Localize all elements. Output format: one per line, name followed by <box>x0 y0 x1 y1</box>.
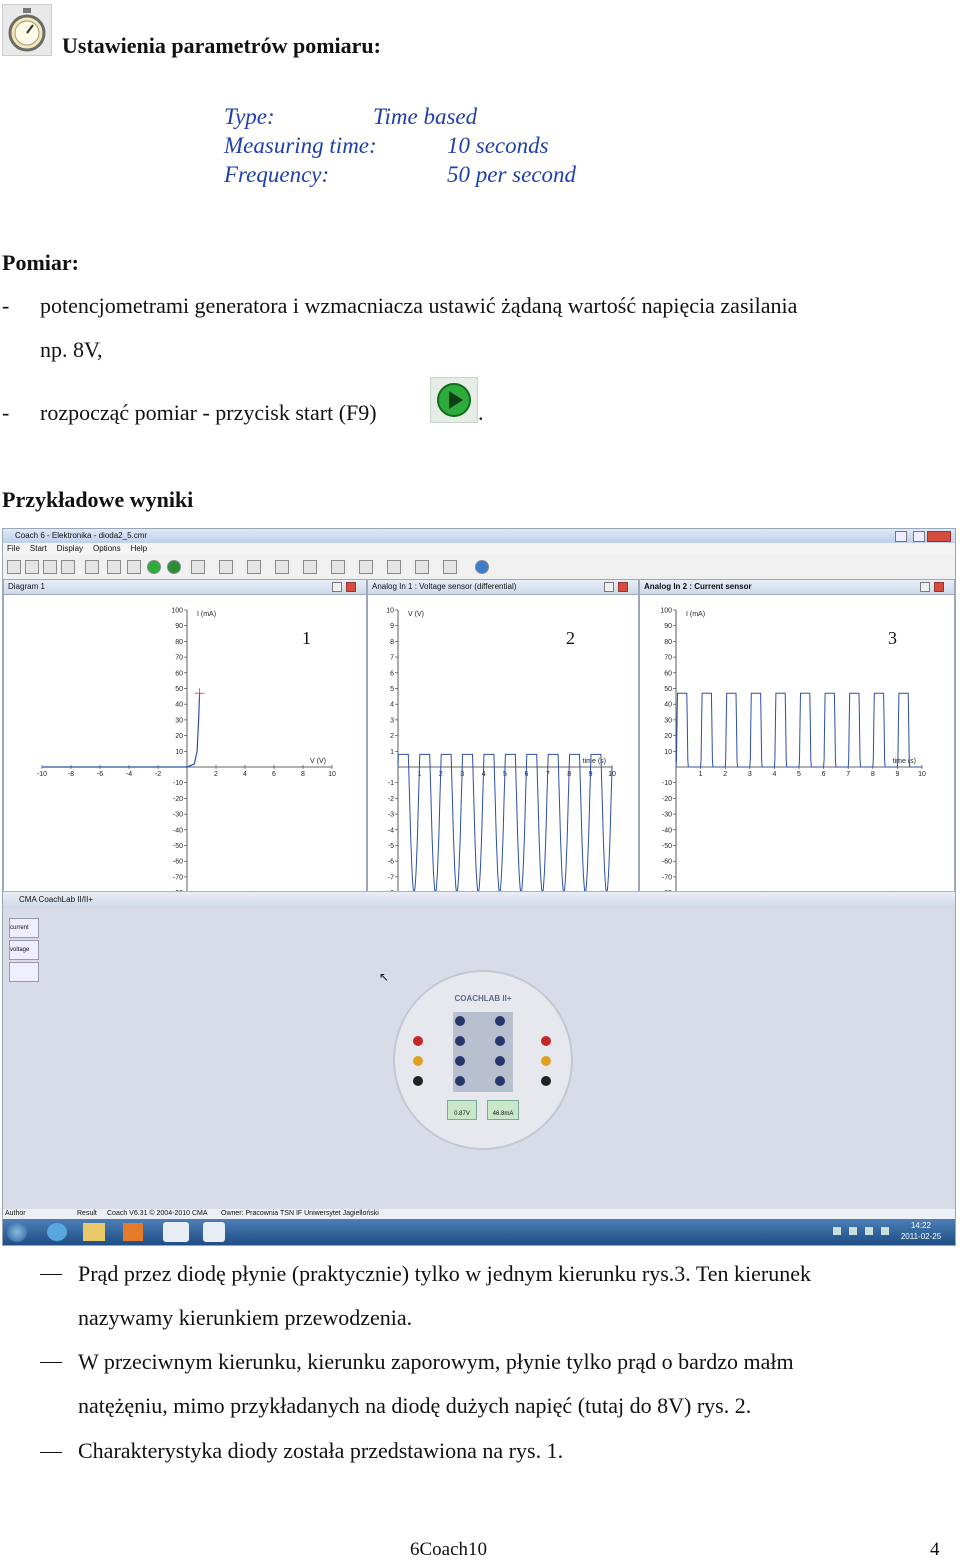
y-tick-label: 70 <box>175 654 183 662</box>
panel-minimize-icon[interactable] <box>920 582 930 592</box>
y-axis-label: I (mA) <box>686 611 706 618</box>
x-tick-label: 10 <box>328 771 336 778</box>
y-tick-label: -20 <box>172 795 183 803</box>
y-tick-label: 10 <box>175 748 183 756</box>
y-tick-label: 40 <box>175 701 183 709</box>
x-tick-label: 1 <box>698 771 703 778</box>
y-tick-label: 60 <box>664 670 672 678</box>
x-tick-label: 5 <box>503 771 507 778</box>
panel-2-title: Analog In 1 : Voltage sensor (differential) <box>368 580 638 595</box>
measure-item-2: rozpocząć pomiar - przycisk start (F9) <box>40 400 377 425</box>
windows-start-icon[interactable] <box>7 1222 27 1242</box>
socket-icon[interactable] <box>495 1036 505 1046</box>
coach-window-screenshot <box>2 528 956 1246</box>
y-tick-label: -50 <box>172 843 183 850</box>
new-icon[interactable] <box>7 560 21 574</box>
y-tick-label: 80 <box>175 638 183 646</box>
bullet-dash <box>40 1362 62 1363</box>
side-button-current[interactable]: current <box>9 918 39 938</box>
figure-number: 2 <box>566 628 575 648</box>
device-label: COACHLAB II+ <box>454 994 512 1003</box>
x-tick-label: 4 <box>772 771 777 778</box>
socket-yellow-icon[interactable] <box>413 1056 423 1066</box>
y-tick-label: -60 <box>661 858 672 866</box>
status-author: Author <box>5 1210 26 1217</box>
y-tick-label: 2 <box>390 733 394 741</box>
socket-icon[interactable] <box>495 1016 505 1026</box>
y-tick-label: 7 <box>390 654 394 662</box>
coachlab-panel-title: CMA CoachLab II/II+ <box>3 892 955 908</box>
panel-1-title: Diagram 1 <box>4 580 366 595</box>
measure-item-2-period: . <box>478 400 484 425</box>
clock-date: 2011-02-25 <box>900 1232 942 1241</box>
video-icon[interactable] <box>303 560 317 574</box>
x-axis-label: time (s) <box>582 758 606 765</box>
bullet-3-line-1: Charakterystyka diody została przedstawiona na rys. 1. <box>78 1438 564 1463</box>
y-tick-label: -10 <box>661 780 672 788</box>
current-readout: 46.8mA <box>487 1100 519 1120</box>
status-result: Result <box>77 1210 97 1217</box>
figure-number: 3 <box>888 628 897 648</box>
menu-display[interactable]: Display <box>56 544 84 553</box>
meter-icon[interactable] <box>275 560 289 574</box>
panel-close-icon[interactable] <box>934 582 944 592</box>
print-icon[interactable] <box>85 560 99 574</box>
y-tick-label: 30 <box>664 717 672 725</box>
word-icon[interactable] <box>203 1222 225 1242</box>
bullet-dash <box>40 1274 62 1275</box>
table-icon[interactable] <box>247 560 261 574</box>
x-tick-label: 8 <box>870 771 875 778</box>
x-tick-label: 2 <box>438 771 443 778</box>
y-tick-label: 40 <box>664 701 672 709</box>
taskbar <box>3 1219 955 1245</box>
coachlab-panel <box>3 891 955 1210</box>
section-heading-settings: Ustawienia parametrów pomiaru: <box>62 33 381 58</box>
y-tick-label: -30 <box>661 811 672 819</box>
y-tick-label: -1 <box>387 780 394 788</box>
y-tick-label: -50 <box>661 843 672 850</box>
y-tick-label: 70 <box>664 654 672 662</box>
menu-options[interactable]: Options <box>93 544 121 553</box>
data-icon[interactable] <box>443 560 457 574</box>
param-frequency-label: Frequency: <box>224 162 330 187</box>
measure-item-1-line-2: np. 8V, <box>40 337 103 362</box>
y-tick-label: -70 <box>172 874 183 882</box>
coach-app-icon[interactable] <box>163 1222 189 1242</box>
y-tick-label: 3 <box>390 717 394 725</box>
x-tick-label: 6 <box>272 771 276 778</box>
param-time-value: 10 seconds <box>447 133 549 158</box>
voltage-time-chart <box>368 594 638 938</box>
panel-minimize-icon[interactable] <box>604 582 614 592</box>
x-tick-label: 8 <box>567 771 572 778</box>
y-tick-label: -40 <box>172 827 183 835</box>
panel-close-icon[interactable] <box>346 582 356 592</box>
y-axis-label: I (mA) <box>197 611 217 618</box>
data-series-line <box>398 754 612 892</box>
figure-number: 1 <box>302 628 311 648</box>
x-tick-label: 3 <box>460 771 465 778</box>
menu-help[interactable]: Help <box>130 544 148 553</box>
y-tick-label: 50 <box>175 686 183 693</box>
x-tick-label: 9 <box>895 771 900 778</box>
y-tick-label: -5 <box>387 843 394 850</box>
socket-black-icon[interactable] <box>541 1076 551 1086</box>
socket-yellow-icon[interactable] <box>541 1056 551 1066</box>
x-tick-label: 6 <box>821 771 826 778</box>
start-icon[interactable] <box>147 560 161 574</box>
tray-arrow-icon[interactable] <box>833 1227 841 1235</box>
clock-time: 14:22 <box>910 1221 932 1230</box>
side-button-empty[interactable] <box>9 962 39 982</box>
socket-icon[interactable] <box>495 1076 505 1086</box>
y-tick-label: -10 <box>172 780 183 788</box>
socket-icon[interactable] <box>455 1056 465 1066</box>
y-tick-label: -3 <box>387 811 394 819</box>
folder-icon[interactable] <box>83 1223 105 1241</box>
param-frequency-value: 50 per second <box>447 162 577 187</box>
socket-icon[interactable] <box>455 1016 465 1026</box>
x-tick-label: 2 <box>723 771 728 778</box>
save-icon[interactable] <box>43 560 57 574</box>
x-tick-label: 3 <box>747 771 752 778</box>
y-tick-label: -20 <box>661 795 672 803</box>
data-series-line <box>676 693 922 767</box>
internet-explorer-icon[interactable] <box>47 1223 67 1241</box>
y-tick-label: 90 <box>175 623 183 631</box>
param-type-value: Time based <box>373 104 478 129</box>
network-icon[interactable] <box>881 1227 889 1235</box>
x-tick-label: 6 <box>524 771 529 778</box>
y-tick-label: -60 <box>172 858 183 866</box>
coachlab-device <box>393 970 573 1150</box>
section-heading-measurement: Pomiar: <box>2 250 79 275</box>
settings-icon[interactable] <box>191 560 205 574</box>
list-dash: - <box>2 293 10 318</box>
window-title: Coach 6 - Elektronika - dioda2_5.cmr <box>15 531 148 540</box>
x-tick-label: 2 <box>214 771 218 778</box>
socket-icon[interactable] <box>495 1056 505 1066</box>
x-tick-label: 4 <box>243 771 247 778</box>
status-version: Coach V6.31 © 2004-2010 CMA <box>107 1210 208 1217</box>
bullet-dash <box>40 1452 62 1453</box>
y-tick-label: 20 <box>175 733 183 741</box>
record-icon[interactable] <box>167 560 181 574</box>
page-number: 4 <box>930 1539 940 1560</box>
y-tick-label: 1 <box>390 748 394 756</box>
x-tick-label: -10 <box>36 771 48 778</box>
y-tick-label: 6 <box>390 670 394 678</box>
y-tick-label: -70 <box>661 874 672 882</box>
stop-icon[interactable] <box>127 560 141 574</box>
text-icon[interactable] <box>331 560 345 574</box>
toolbar <box>3 555 955 580</box>
y-tick-label: -4 <box>387 827 394 835</box>
x-tick-label: 7 <box>545 771 550 778</box>
y-tick-label: 50 <box>664 686 672 693</box>
timer-icon[interactable] <box>107 560 121 574</box>
voltage-readout: 0.87V <box>447 1100 477 1120</box>
open-icon[interactable] <box>25 560 39 574</box>
picture-icon[interactable] <box>359 560 373 574</box>
y-tick-label: 90 <box>664 623 672 631</box>
x-tick-label: 5 <box>797 771 801 778</box>
sensor-icon[interactable] <box>387 560 401 574</box>
bullet-1-line-2: nazywamy kierunkiem przewodzenia. <box>78 1305 413 1330</box>
y-axis-label: V (V) <box>408 611 424 618</box>
y-tick-label: -7 <box>387 874 394 882</box>
y-tick-label: -40 <box>661 827 672 835</box>
minimize-icon[interactable] <box>895 531 907 542</box>
stopwatch-icon <box>2 4 52 56</box>
socket-black-icon[interactable] <box>413 1076 423 1086</box>
current-time-chart <box>640 594 954 938</box>
param-time-label: Measuring time: <box>224 133 377 158</box>
x-tick-label: 10 <box>918 771 926 778</box>
media-player-icon[interactable] <box>123 1223 143 1241</box>
list-dash: - <box>2 400 10 425</box>
side-button-voltage[interactable]: voltage <box>9 940 39 960</box>
x-tick-label: 1 <box>417 771 422 778</box>
panel-minimize-icon[interactable] <box>332 582 342 592</box>
model-icon[interactable] <box>415 560 429 574</box>
socket-icon[interactable] <box>455 1076 465 1086</box>
y-tick-label: -30 <box>172 811 183 819</box>
menu-start[interactable]: Start <box>29 544 47 553</box>
y-tick-label: -6 <box>387 858 394 866</box>
status-owner: Owner: Pracownia TSN IF Uniwersytet Jagielloński <box>221 1210 379 1217</box>
y-tick-label: 5 <box>390 686 394 693</box>
copy-icon[interactable] <box>61 560 75 574</box>
status-bar <box>3 1209 955 1219</box>
x-tick-label: 10 <box>608 771 616 778</box>
x-axis-label: time (s) <box>892 758 916 765</box>
measure-item-1-line-1: potencjometrami generatora i wzmacniacza ustawić żądaną wartość napięcia zasilania <box>40 293 798 318</box>
y-tick-label: 9 <box>390 623 394 631</box>
window-titlebar <box>3 529 955 543</box>
maximize-icon[interactable] <box>913 531 925 542</box>
start-button-icon <box>430 377 478 423</box>
x-tick-label: 7 <box>846 771 851 778</box>
menu-file[interactable]: File <box>7 544 20 553</box>
footer-center: 6Coach10 <box>410 1539 488 1560</box>
y-tick-label: 20 <box>664 733 672 741</box>
bullet-2-line-1: W przeciwnym kierunku, kierunku zaporowym, płynie tylko prąd o bardzo małm <box>78 1349 794 1374</box>
y-tick-label: 100 <box>171 607 183 615</box>
menu-bar <box>3 543 955 555</box>
socket-red-icon[interactable] <box>413 1036 423 1046</box>
y-tick-label: 60 <box>175 670 183 678</box>
x-tick-label: -4 <box>125 771 133 778</box>
bullet-2-line-2: natężęniu, mimo przykładanych na diodę dużych napięć (tutaj do 8V) rys. 2. <box>78 1393 752 1418</box>
iv-characteristic-chart <box>4 594 366 938</box>
panel-close-icon[interactable] <box>618 582 628 592</box>
y-tick-label: 30 <box>175 717 183 725</box>
y-tick-label: -2 <box>387 795 394 803</box>
graph-panel-3[interactable] <box>639 579 955 941</box>
volume-icon[interactable] <box>849 1227 857 1235</box>
x-tick-label: -2 <box>154 771 162 778</box>
x-tick-label: -8 <box>67 771 75 778</box>
graph-panel-2[interactable] <box>367 579 639 941</box>
graph-icon[interactable] <box>219 560 233 574</box>
mouse-cursor-icon: ↖ <box>379 970 390 984</box>
y-tick-label: 80 <box>664 638 672 646</box>
socket-icon[interactable] <box>455 1036 465 1046</box>
flag-icon[interactable] <box>865 1227 873 1235</box>
panel-3-title: Analog In 2 : Current sensor <box>640 580 954 595</box>
section-heading-results: Przykładowe wyniki <box>2 487 194 512</box>
x-tick-label: 9 <box>588 771 593 778</box>
y-tick-label: 4 <box>390 701 394 709</box>
socket-red-icon[interactable] <box>541 1036 551 1046</box>
bullet-1-line-1: Prąd przez diodę płynie (praktycznie) tylko w jednym kierunku rys.3. Ten kierunek <box>78 1261 812 1286</box>
x-tick-label: 8 <box>301 771 305 778</box>
y-tick-label: 10 <box>386 607 394 615</box>
y-tick-label: 100 <box>660 607 672 615</box>
x-tick-label: -6 <box>96 771 104 778</box>
y-tick-label: 10 <box>664 748 672 756</box>
graph-panel-1[interactable] <box>3 579 367 941</box>
y-tick-label: 8 <box>390 638 394 646</box>
close-icon[interactable] <box>927 531 951 542</box>
param-type-label: Type: <box>224 104 275 129</box>
x-axis-label: V (V) <box>310 758 326 765</box>
x-tick-label: 4 <box>481 771 486 778</box>
help-icon[interactable] <box>475 560 489 574</box>
